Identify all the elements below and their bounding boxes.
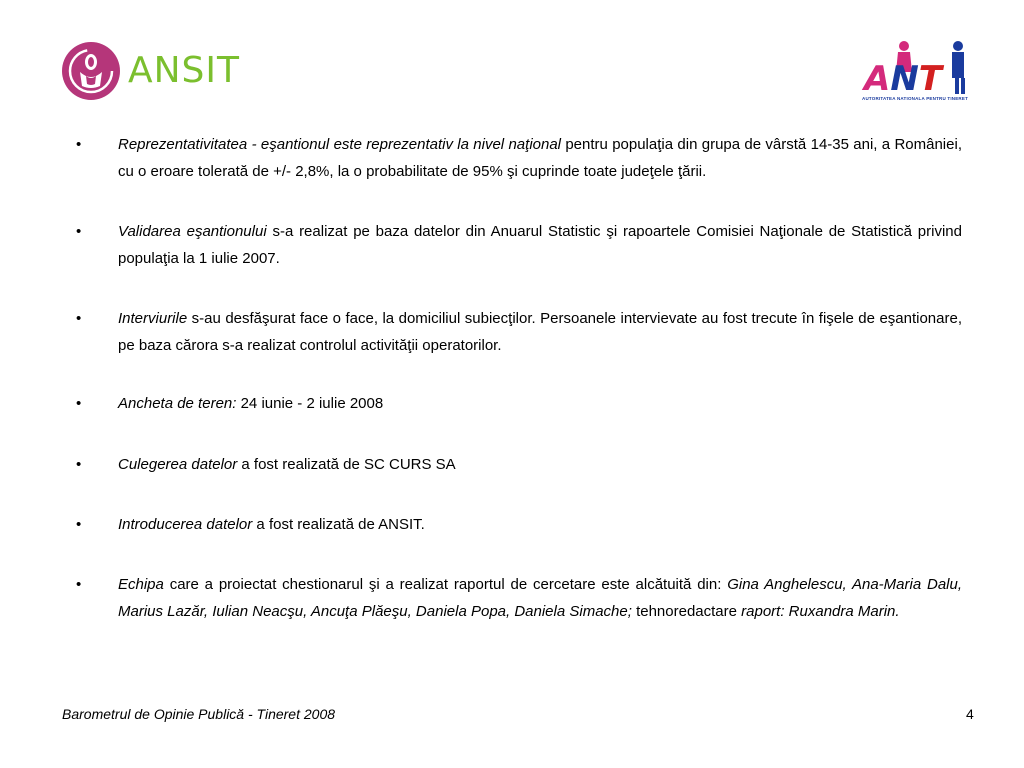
bullet-marker: • [76,576,82,593]
ant-logo-graphic [860,38,980,96]
bullet-text: a fost realizată de ANSIT. [252,516,425,533]
content-bullet-list [76,131,962,625]
bullet-marker: • [76,136,82,153]
bullet-text: tehnoredactare [631,603,742,620]
bullet-marker: • [76,395,82,412]
bullet-item [76,511,962,538]
bullet-emphasis-text: Culegerea datelor [118,456,238,473]
ant-logo-letter: A [864,59,891,96]
bullet-item [76,218,962,272]
page-number: 4 [966,706,974,722]
ant-logo-letter: N [890,59,919,96]
bullet-emphasis-text: Interviurile [118,310,188,327]
bullet-emphasis-text: Gina Anghelescu, Ana-Maria Dalu, Marius Lazăr, Iulian Neacşu, Ancuţa Plăeşu, Daniela Popa, Daniela Simache; [118,576,962,620]
ansit-logo [60,40,240,102]
bullet-emphasis-text: Echipa [118,576,164,593]
bullet-marker: • [76,310,82,327]
bullet-item [76,390,962,417]
ansit-logo-text: ANSIT [128,50,241,91]
flower-person-icon [60,40,122,102]
bullet-emphasis-text: Introducerea datelor [118,516,253,533]
bullet-emphasis-text: Reprezentativitatea - eşantionul este reprezentativ la nivel naţional [118,136,562,153]
bullet-emphasis-text: Validarea eşantionului [118,223,267,240]
bullet-item [76,571,962,625]
bullet-marker: • [76,456,82,473]
ant-logo-subtitle: AUTORITATEA NATIONALA PENTRU TINERET [862,96,969,101]
bullet-item [76,305,962,359]
bullet-text: care a proiectat chestionarul şi a realizat raportul de cercetare este alcătuită din: [163,576,728,593]
bullet-emphasis-text: raport: Ruxandra Marin. [741,603,900,620]
bullet-text: s-au desfăşurat face o face, la domiciliul subiecţilor. Persoanele intervievate au fost trecute în fişele de eşantionare, pe baza cărora s-a realizat controlul activităţii operatorilor. [118,310,962,354]
footer-title: Barometrul de Opinie Publică - Tineret 2008 [62,706,336,722]
bullet-marker: • [76,223,82,240]
ant-logo-letter: T [918,59,942,96]
bullet-marker: • [76,516,82,533]
bullet-emphasis-text: Ancheta de teren: [118,395,237,412]
bullet-text: s-a realizat pe baza datelor din Anuarul Statistic şi rapoartele Comisiei Naţionale de Statistică privind populaţia la 1 iulie 2007. [118,223,962,267]
bullet-item [76,451,962,478]
bullet-item [76,131,962,185]
bullet-text: 24 iunie - 2 iulie 2008 [236,395,384,412]
ant-logo [860,38,980,106]
ant-logo-letters [861,59,945,96]
bullet-text: a fost realizată de SC CURS SA [237,456,456,473]
bullet-text: pentru populaţia din grupa de vârstă 14-35 ani, a României, cu o eroare tolerată de +/- 2,8%, la o probabilitate de 95% şi cuprinde toate judeţele ţării. [118,136,962,180]
